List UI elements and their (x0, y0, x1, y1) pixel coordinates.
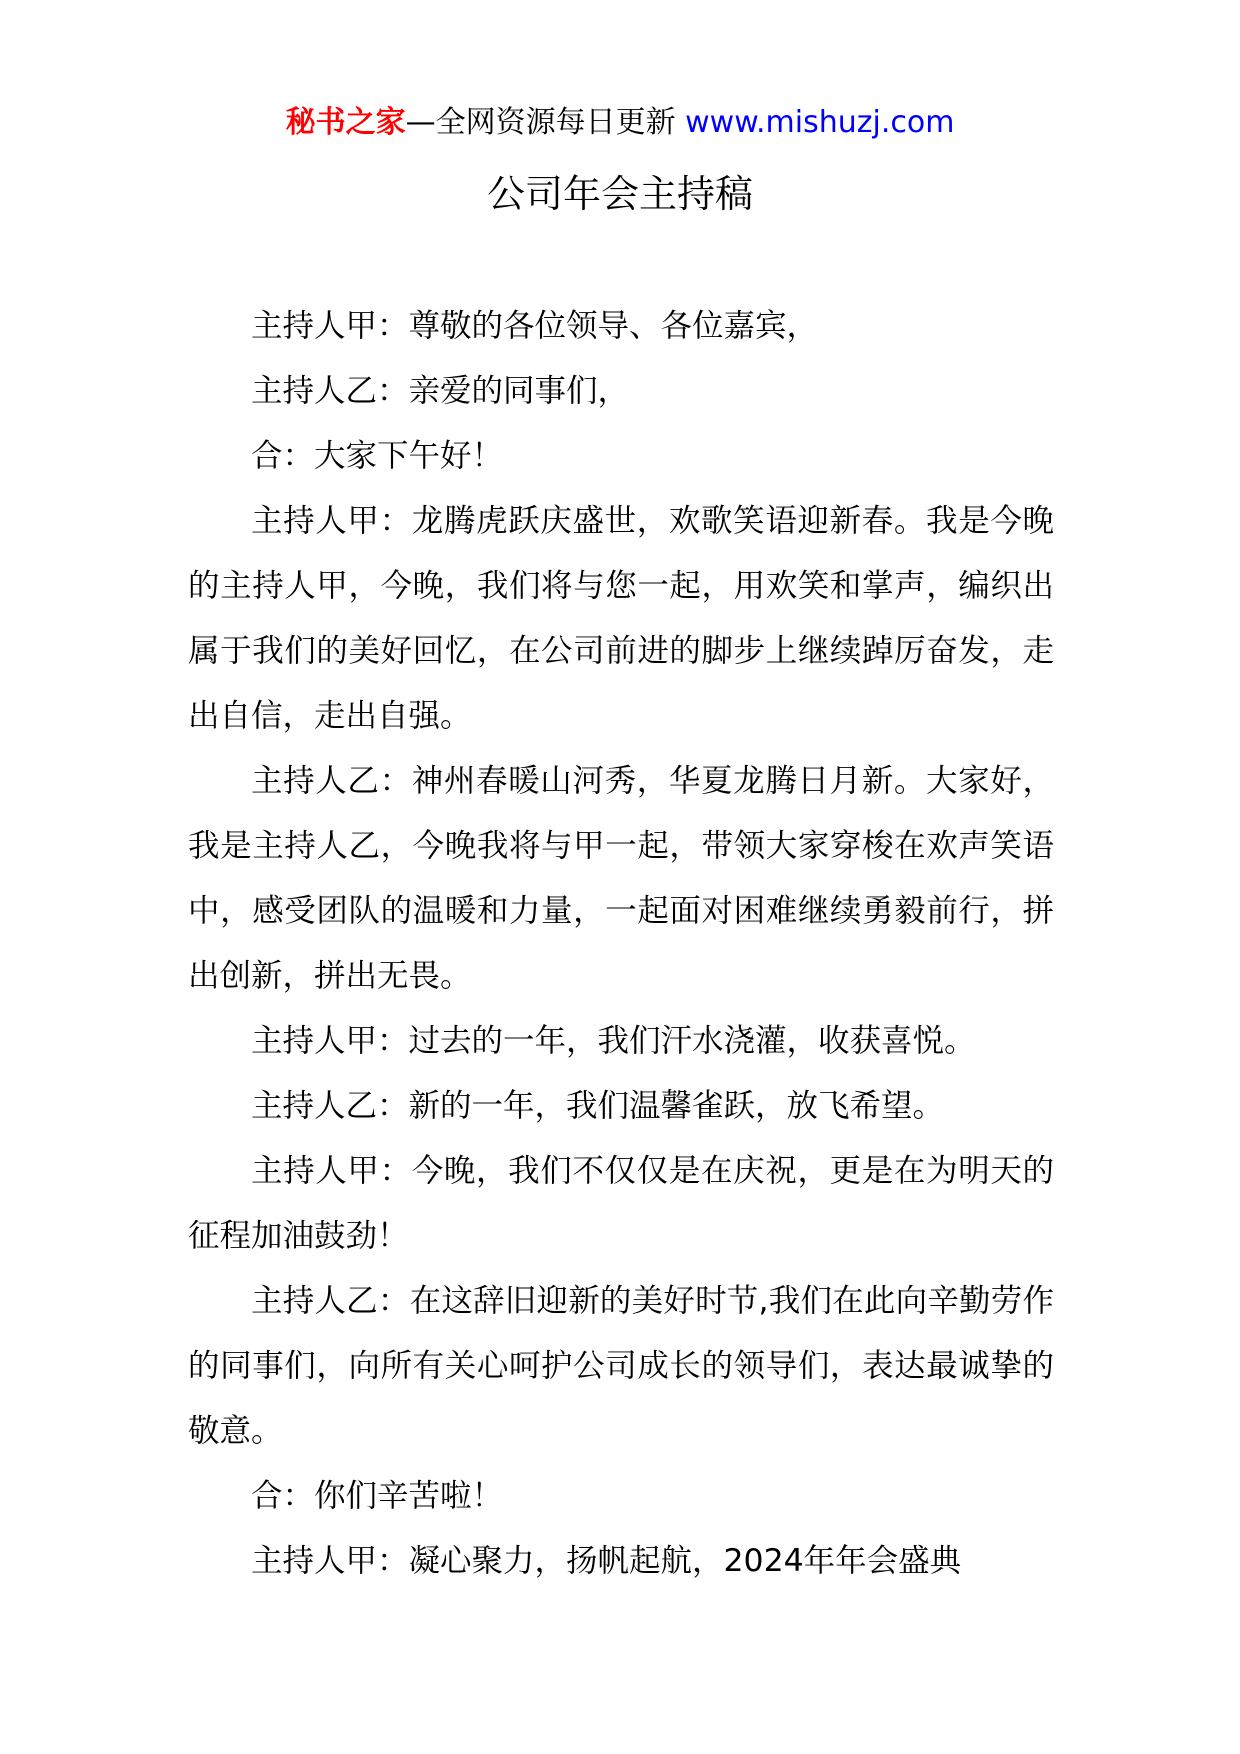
paragraph: 主持人乙：亲爱的同事们， (251, 373, 630, 409)
paragraph: 主持人甲：过去的一年，我们汗水浇灌，收获喜悦。 (251, 1023, 976, 1059)
paragraph: 主持人乙：新的一年，我们温馨雀跃，放飞希望。 (251, 1088, 945, 1124)
site-brand: 秘书之家 (285, 105, 406, 140)
document-body (188, 294, 1054, 1594)
paragraph: 主持人甲：今晚，我们不仅仅是在庆祝，更是在为明天的征程加油鼓劲！ (188, 1153, 1054, 1254)
paragraph: 主持人乙：神州春暖山河秀，华夏龙腾日月新。大家好，我是主持人乙，今晚我将与甲一起，带领大家穿梭在欢声笑语中，感受团队的温暖和力量，一起面对困难继续勇毅前行，拼出创新，拼出无畏。 (188, 763, 1054, 994)
site-url-link[interactable]: www.mishuzj.com (685, 105, 955, 140)
paragraph: 主持人甲：尊敬的各位领导、各位嘉宾， (251, 308, 819, 344)
paragraph: 合：你们辛苦啦！ (251, 1478, 504, 1514)
site-tagline: —全网资源每日更新 (405, 105, 686, 140)
page-title: 公司年会主持稿 (486, 172, 753, 216)
site-header (0, 100, 1240, 146)
paragraph: 主持人乙：在这辞旧迎新的美好时节,我们在此向辛勤劳作的同事们，向所有关心呵护公司成长的领导们，表达最诚挚的敬意。 (188, 1283, 1054, 1449)
paragraph: 主持人甲：龙腾虎跃庆盛世，欢歌笑语迎新春。我是今晚的主持人甲，今晚，我们将与您一起，用欢笑和掌声，编织出属于我们的美好回忆，在公司前进的脚步上继续踔厉奋发，走出自信，走出自强。 (188, 503, 1054, 734)
paragraph: 合：大家下午好！ (251, 438, 504, 474)
paragraph: 主持人甲：凝心聚力，扬帆起航，2024年年会盛典 (251, 1543, 962, 1579)
